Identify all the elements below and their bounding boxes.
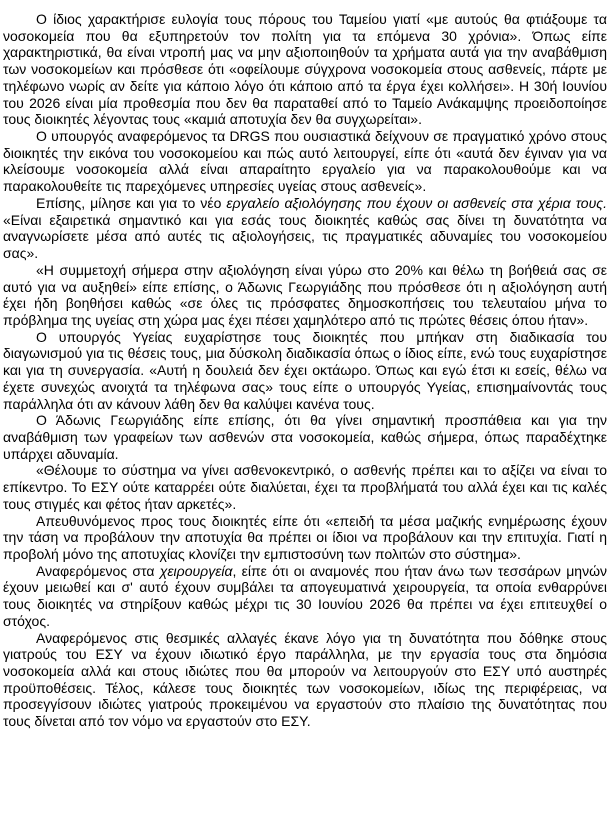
document-body <box>3 11 607 730</box>
text-run: Ο ίδιος χαρακτήρισε ευλογία τους πόρους του Ταμείου γιατί «με αυτούς θα φτιάξουμε τα νοσοκομεία που θα εξυπηρετούν τον πολίτη για τα επόμενα 30 χρόνια». Όπως είπε χαρακτηριστικά, θα είναι ντροπή μας να μην αξιοποιηθούν τα χρήματα αυτά για την αναβάθμιση των νοσοκομείων και πρόσθεσε ότι «οφείλουμε σύγχρονα νοσοκομεία στους ασθενείς, πάρτε με τηλέφωνο νωρίς αν δείτε για κάποιο λόγο ότι κάποιο από τα έργα έχει κολλήσει». Η 30ή Ιουνίου του 2026 είναι μία προθεσμία που δεν θα παραταθεί από το Ταμείο Ανάκαμψης προειδοποίησε τους διοικητές λέγοντας τους «καμιά αποτυχία δεν θα συγχωρείται». <box>3 11 607 128</box>
paragraph <box>3 11 607 128</box>
text-run: Ο Άδωνις Γεωργιάδης είπε επίσης, ότι θα γίνει σημαντική προσπάθεια και για την αναβάθμιση των γραφείων των ασθενών στα νοσοκομεία, καθώς σήμερα, όπως παραδέχτηκε υπάρχει αδυναμία. <box>3 412 607 462</box>
paragraph <box>3 513 607 563</box>
paragraph <box>3 563 607 630</box>
text-run: Απευθυνόμενος προς τους διοικητές είπε ότι «επειδή τα μέσα μαζικής ενημέρωσης έχουν την τάση να προβάλουν την αποτυχία θα πρέπει οι ίδιοι να προβάλουν και την επιτυχία. Γιατί η προβολή μόνο της αποτυχίας κλονίζει την εμπιστοσύνη των πολιτών στο σύστημα». <box>3 512 607 562</box>
paragraph <box>3 329 607 413</box>
paragraph <box>3 262 607 329</box>
text-run-italic: χειρουργεία <box>159 562 233 579</box>
paragraph <box>3 462 607 512</box>
paragraph <box>3 412 607 462</box>
text-run: «Θέλουμε το σύστημα να γίνει ασθενοκεντρικό, ο ασθενής πρέπει και το αξίζει να είναι το επίκεντρο. Το ΕΣΥ ούτε καταρρέει ούτε διαλύεται, έχει τα προβλήματά του αλλά έχει και τις καλές τους στιγμές και φέτος ήταν αρκετές». <box>3 462 607 512</box>
text-run: , είπε ότι οι αναμονές που ήταν άνω των τεσσάρων μηνών έχουν μειωθεί και σ' αυτό έχουν συμβάλει τα απογευματινά χειρουργεία, τα οποία ενθαρρύνει τους διοικητές να στηρίξουν καθώς μέχρι τις 30 Ιουνίου 2026 θα πρέπει να έχει επιτευχθεί ο στόχος. <box>3 562 607 629</box>
text-run: Επίσης, μίλησε και για το νέο <box>36 194 227 211</box>
text-run: Ο υπουργός Υγείας ευχαρίστησε τους διοικητές που μπήκαν στη διαδικασία του διαγωνισμού για τις θέσεις τους, μια δύσκολη διαδικασία όπως ο ίδιος είπε, ενώ τους ευχαρίστησε και για τη συνεργασία. «Αυτή η δουλειά δεν έχει οκτάωρο. Όπως και εγώ έτσι κι εσείς, θέλω να έχετε συνεχώς ανοιχτά τα τηλέφωνα σας» τους είπε ο υπουργός Υγείας, επισημαίνοντάς τους παράλληλα ότι αν κάνουν λάθη δεν θα καλύψει κανένα τους. <box>3 328 607 412</box>
paragraph <box>3 128 607 195</box>
text-run: Ο υπουργός αναφερόμενος τα DRGS που ουσιαστικά δείχνουν σε πραγματικό χρόνο στους διοικητές την εικόνα του νοσοκομείου και πώς αυτό λειτουργεί, είπε ότι «αυτά δεν έγιναν για να κλείσουμε νοσοκομεία αλλά είναι απαραίτητο εργαλείο για να παρακολουθούμε και να παρακολουθείτε τις παρεχόμενες υπηρεσίες υγείας στους ασθενείς». <box>3 128 607 195</box>
text-run: «Η συμμετοχή σήμερα στην αξιολόγηση είναι γύρω στο 20% και θέλω τη βοήθειά σας σε αυτό για να αυξηθεί» είπε επίσης, ο Άδωνις Γεωργιάδης που πρόσθεσε ότι η αξιολόγηση αυτή έχει ήδη βοηθήσει καθώς «σε όλες τις πρόσφατες δημοσκοπήσεις του τελευταίου μήνα το πρόβλημα της υγείας στη χώρα μας έχει πέσει χαμηλότερο από τις πρώτες θέσεις όπου ήταν». <box>3 261 607 328</box>
text-run-italic: εργαλείο αξιολόγησης που έχουν οι ασθενείς στα χέρια τους. <box>226 194 607 211</box>
text-run: Αναφερόμενος στα <box>36 562 160 579</box>
text-run: Αναφερόμενος στις θεσμικές αλλαγές έκανε λόγο για τη δυνατότητα που δόθηκε στους γιατρούς του ΕΣΥ να έχουν ιδιωτικό έργο παράλληλα, με την εργασία τους στα δημόσια νοσοκομεία αλλά και στους ιδιώτες που θα μπορούν να λειτουργούν στο ΕΣΥ υπό αυστηρές προϋποθέσεις. Τέλος, κάλεσε τους διοικητές των νοσοκομείων, ιδίως της περιφέρειας, να προσεγγίσουν ιδιώτες γιατρούς προκειμένου να εργαστούν στο πλαίσιο της δυνατότητας που τους δίνεται από τον νόμο να εργαστούν στο ΕΣΥ. <box>3 629 607 730</box>
paragraph <box>3 195 607 262</box>
text-run: «Είναι εξαιρετικά σημαντικό και για εσάς τους διοικητές καθώς σας δίνει τη δυνατότητα να αναγνωρίσετε μέσα από αυτές τις αξιολογήσεις, τις πραγματικές αδυναμίες του νοσοκομείου σας». <box>3 211 607 262</box>
paragraph <box>3 630 607 730</box>
